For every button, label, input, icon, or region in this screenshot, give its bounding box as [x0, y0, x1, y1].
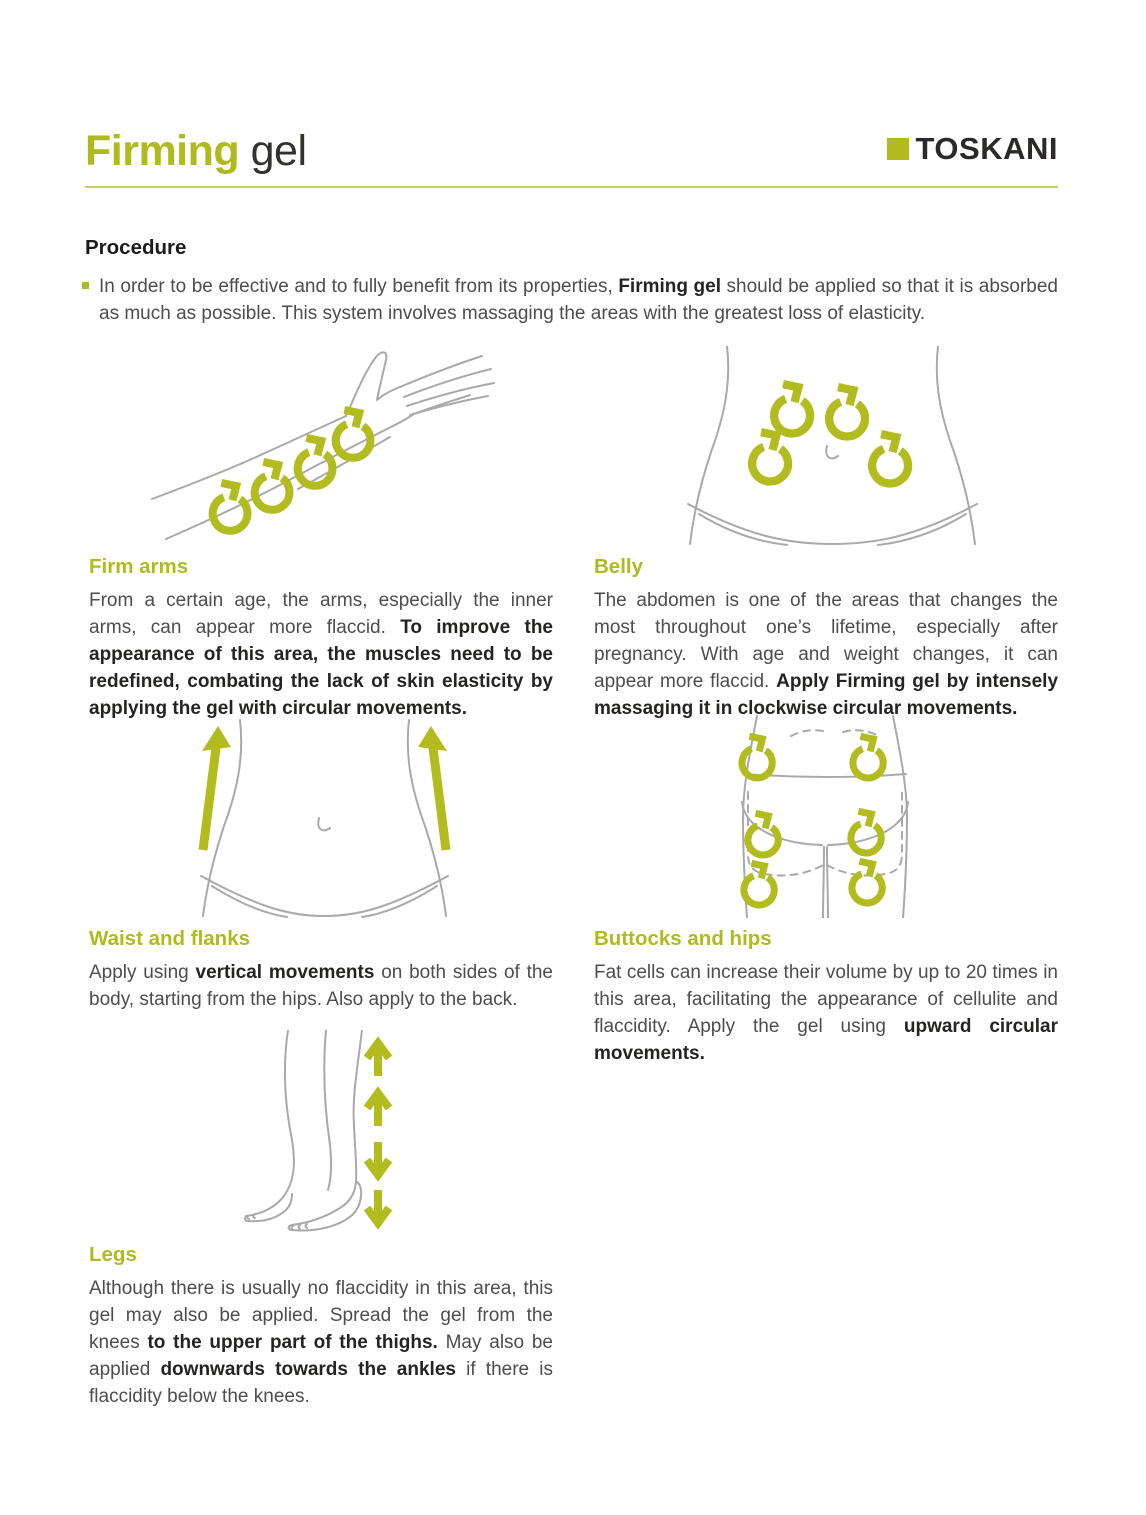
header: [85, 128, 1058, 174]
empty-cell: [590, 1030, 1058, 1234]
text-bold: upward circular movements.: [594, 1016, 1058, 1064]
brand-square-icon: [887, 138, 909, 160]
procedure-text-bold: Firming gel: [618, 276, 721, 297]
procedure-bullet-item: [85, 273, 1058, 327]
clockwise-circular-arrow-icon: [748, 813, 778, 855]
up-arrow-icon: [202, 726, 231, 850]
text-part: if there is flaccidity below the knees.: [89, 1359, 553, 1407]
firm-arms-illustration: [85, 339, 553, 546]
procedure-text-part: In order to be effective and to fully benefit from its properties,: [99, 276, 619, 297]
waist-line-drawing: [152, 718, 497, 918]
circular-arrow-icons: [213, 410, 371, 531]
procedure-text: [99, 273, 1058, 327]
circular-arrow-icons: [742, 736, 883, 905]
up-arrow-icon: [367, 1093, 389, 1126]
section-belly: [590, 546, 1059, 719]
clockwise-circular-arrow-icon: [829, 387, 865, 436]
text-bold: downwards towards the ankles: [160, 1359, 456, 1380]
brand-logo: [887, 131, 1058, 167]
clockwise-circular-arrow-icon: [752, 432, 788, 481]
clockwise-circular-arrow-icon: [851, 811, 881, 853]
text-part: Although there is usually no flaccidity in this area, this gel may also be applied. Spread the gel from the knees: [89, 1278, 553, 1353]
text-part: Apply using: [89, 962, 196, 983]
clockwise-circular-arrow-icon: [336, 410, 371, 458]
section-heading: Firm arms: [89, 555, 189, 578]
buttocks-hips-illustration: [590, 714, 1058, 918]
circular-arrow-icons: [752, 384, 908, 483]
section-text: [594, 587, 1058, 722]
text-part: Fat cells can increase their volume by up to 20 times in this area, facilitating the appearance of cellulite and flaccidity. Apply the gel using: [594, 962, 1058, 1037]
page-title: [85, 128, 307, 174]
up-arrow-icon: [418, 726, 447, 850]
text-part: on both sides of the body, starting from the hips. Also apply to the back.: [89, 962, 554, 1010]
down-arrow-icon: [367, 1142, 389, 1175]
legs-illustration: [85, 1030, 553, 1234]
empty-cell: [590, 1234, 1058, 1410]
legs-line-drawing: [230, 1030, 450, 1234]
waist-flanks-illustration: [85, 714, 553, 918]
down-arrow-icon: [367, 1190, 389, 1223]
procedure-heading: Procedure: [85, 236, 187, 259]
text-part: From a certain age, the arms, especially the inner arms, can appear more flaccid.: [89, 590, 553, 638]
belly-illustration: [590, 339, 1058, 546]
section-text: [89, 959, 553, 1013]
section-heading: Belly: [594, 555, 643, 578]
header-divider: [85, 186, 1058, 188]
belly-outline: [688, 346, 977, 545]
clockwise-circular-arrow-icon: [872, 434, 908, 483]
clockwise-circular-arrow-icon: [744, 863, 774, 905]
torso-outline: [201, 720, 448, 917]
text-bold: Apply Firming gel by intensely massaging it in clockwise circular movements.: [594, 671, 1059, 719]
section-buttocks-hips: [590, 918, 1058, 1064]
clockwise-circular-arrow-icon: [774, 384, 810, 433]
title-product-name: Firming: [85, 127, 240, 175]
text-bold: To improve the appearance of this area, the muscles need to be redefined, combating the lack of skin elasticity by applying the gel with circular movements.: [89, 617, 553, 719]
clockwise-circular-arrow-icon: [255, 462, 290, 510]
text-bold: vertical movements: [195, 962, 375, 983]
arm-line-drawing: [150, 339, 500, 546]
text-part: May also be applied: [89, 1332, 554, 1380]
up-arrow-icon: [367, 1043, 389, 1076]
section-text: [89, 587, 553, 722]
clockwise-circular-arrow-icon: [213, 483, 248, 531]
section-heading: Buttocks and hips: [594, 927, 772, 950]
sections-grid: [85, 339, 1058, 1410]
text-part: The abdomen is one of the areas that changes the most throughout one’s lifetime, especially after pregnancy. With age and weight changes, it can appear more flaccid.: [594, 590, 1058, 692]
buttocks-line-drawing: [695, 714, 990, 918]
section-waist-flanks: [85, 918, 553, 1030]
section-heading: Waist and flanks: [89, 927, 250, 950]
procedure-text-part: should be applied so that it is absorbed as much as possible. This system involves massaging the areas with the greatest loss of elasticity.: [99, 276, 1058, 324]
section-text: [89, 1275, 553, 1410]
title-product-type: gel: [239, 127, 307, 175]
clockwise-circular-arrow-icon: [853, 736, 883, 778]
navel-mark: [826, 446, 838, 458]
navel-mark: [318, 818, 330, 830]
section-firm-arms: [85, 546, 553, 719]
up-arrow-icons: [202, 726, 447, 850]
belly-line-drawing: [675, 346, 990, 546]
square-bullet-icon: [82, 282, 89, 289]
clockwise-circular-arrow-icon: [742, 736, 772, 778]
section-heading: Legs: [89, 1243, 137, 1266]
section-legs: [85, 1234, 553, 1410]
brand-wordmark: TOSKANI: [915, 131, 1058, 166]
legs-outline: [245, 1030, 362, 1231]
text-bold: to the upper part of the thighs.: [147, 1332, 438, 1353]
clockwise-circular-arrow-icon: [852, 861, 882, 903]
massage-direction-arrows: [367, 1043, 389, 1223]
